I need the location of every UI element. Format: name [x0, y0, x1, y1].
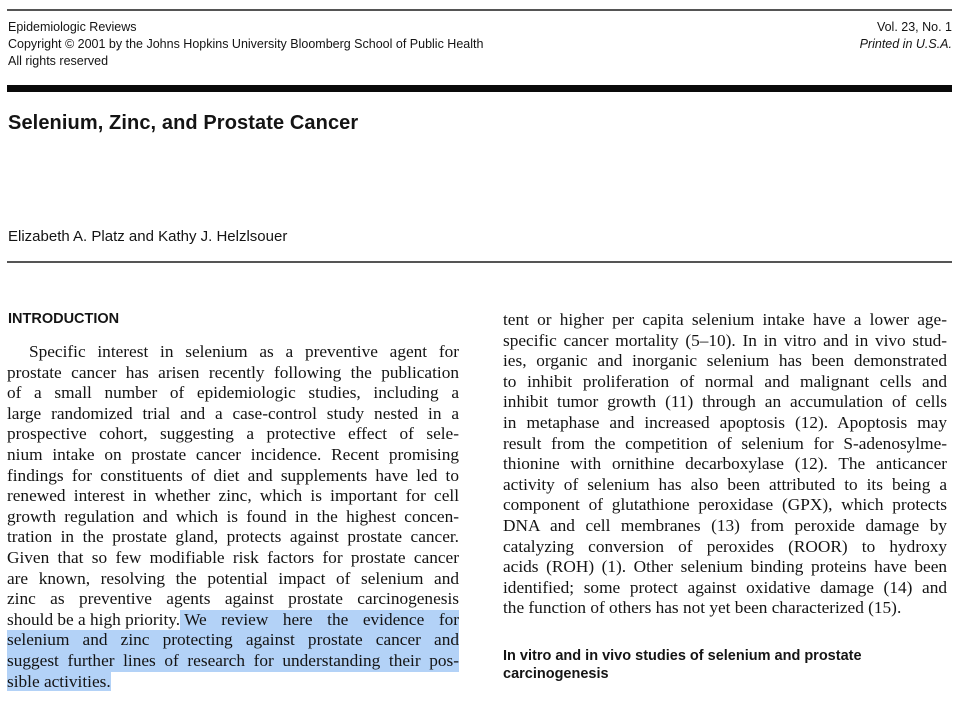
- text-line: Specific interest in selenium as a preventive agent for: [29, 342, 459, 361]
- text-line: DNA and cell membranes (13) from peroxide damage by: [503, 515, 947, 535]
- title-rule: [7, 85, 952, 92]
- subheading-line: In vitro and in vivo studies of selenium and prostate: [503, 648, 862, 664]
- text-line: findings for constituents of diet and supplements have led to: [7, 465, 459, 485]
- rights-line: All rights reserved: [8, 54, 109, 68]
- highlighted-text-line[interactable]: suggest further lines of research for understanding their pos-: [7, 650, 459, 670]
- text-line: result from the competition of selenium for S-adenosylme-: [503, 433, 947, 453]
- top-rule: [7, 9, 952, 11]
- text-line: tration in the prostate gland, protects against prostate cancer.: [7, 527, 459, 547]
- text-line: inhibit tumor growth (11) through an accumulation of cells: [503, 392, 947, 412]
- text-line: zinc as preventive agents against prostate carcinogenesis: [7, 589, 459, 609]
- highlighted-text[interactable]: sible activities.: [7, 671, 111, 691]
- text-line: tent or higher per capita selenium intake have a lower age-: [503, 310, 947, 329]
- text-line: catalyzing conversion of peroxides (ROOR) to hydroxy: [503, 536, 947, 556]
- text-line: the function of others has not yet been characterized (15).: [503, 598, 902, 618]
- highlighted-text-line[interactable]: selenium and zinc protecting against prostate cancer and: [7, 630, 459, 650]
- authors-rule: [7, 261, 952, 263]
- text-line: in metaphase and increased apoptosis (12). Apoptosis may: [503, 412, 947, 432]
- plain-text: should be a high priority.: [7, 609, 181, 629]
- text-line: prostate cancer has arisen recently following the publication: [7, 362, 459, 382]
- text-line: thionine with ornithine decarboxylase (12). The anticancer: [503, 454, 947, 474]
- text-line: Given that so few modifiable risk factors for prostate cancer: [7, 547, 459, 567]
- left-column-text: [7, 342, 459, 692]
- introduction-heading: INTRODUCTION: [8, 311, 120, 327]
- text-line: specific cancer mortality (5–10). In in vitro and in vivo stud-: [503, 330, 947, 350]
- text-line: [7, 672, 459, 693]
- volume-number: Vol. 23, No. 1: [876, 20, 952, 34]
- text-line: are known, resolving the potential impact of selenium and: [7, 568, 459, 588]
- text-line: activity of selenium has also been attributed to its being a: [503, 474, 947, 494]
- right-column-text: [503, 310, 947, 619]
- text-line: prospective cohort, suggesting a protective effect of sele-: [7, 424, 459, 444]
- section-subheading: [503, 647, 862, 683]
- text-line: identified; some protect against oxidative damage (14) and: [503, 577, 947, 597]
- subheading-line: carcinogenesis: [503, 666, 609, 682]
- text-line: acids (ROH) (1). Other selenium binding proteins have been: [503, 557, 947, 577]
- journal-name: Epidemiologic Reviews: [8, 20, 137, 34]
- text-line: of a small number of epidemiologic studies, including a: [7, 383, 459, 403]
- issue-info: [860, 19, 952, 53]
- text-line: nium intake on prostate cancer incidence. Recent promising: [7, 444, 459, 464]
- copyright-line: Copyright © 2001 by the Johns Hopkins University Bloomberg School of Public Health: [8, 37, 484, 51]
- highlighted-text[interactable]: We review here the evidence for: [180, 610, 459, 631]
- article-authors: Elizabeth A. Platz and Kathy J. Helzlsouer: [8, 228, 288, 245]
- article-title: Selenium, Zinc, and Prostate Cancer: [8, 112, 359, 134]
- journal-header: [8, 19, 483, 70]
- text-line: component of glutathione peroxidase (GPX), which protects: [503, 495, 947, 515]
- text-line-split: [7, 610, 459, 631]
- text-line: growth regulation and which is found in the highest concen-: [7, 506, 459, 526]
- printed-location: Printed in U.S.A.: [859, 37, 952, 51]
- text-line: to inhibit proliferation of normal and malignant cells and: [503, 371, 947, 391]
- text-line: renewed interest in whether zinc, which is important for cell: [7, 486, 459, 506]
- text-line: large randomized trial and a case-control study nested in a: [7, 403, 459, 423]
- text-line: ies, organic and inorganic selenium has been demonstrated: [503, 351, 947, 371]
